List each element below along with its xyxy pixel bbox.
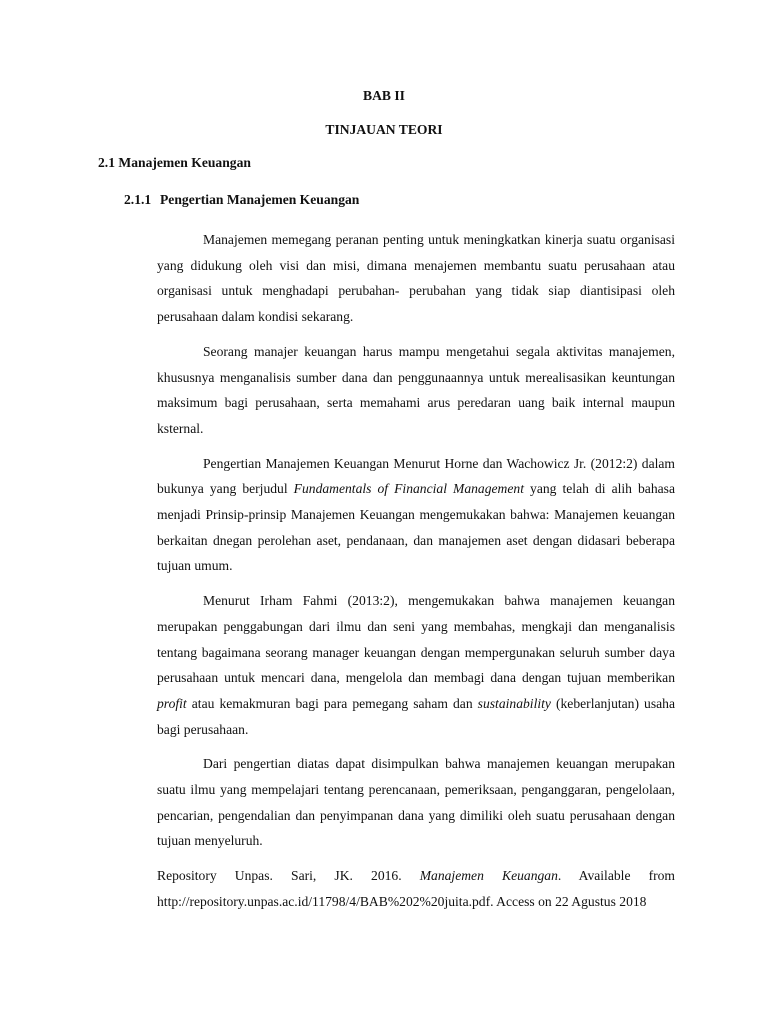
reference-citation <box>157 863 675 914</box>
subsection-heading <box>124 192 359 208</box>
chapter-number: BAB II <box>363 88 405 103</box>
profit-italic: profit <box>157 695 187 711</box>
chapter-title: TINJAUAN TEORI <box>325 122 443 137</box>
paragraph-4-text-a: Menurut Irham Fahmi (2013:2), mengemukakan bahwa manajemen keuangan merupakan penggabungan dari ilmu dan seni yang membahas, mengkaji dan menganalisis tentang bagaimana seorang manager keuangan dengan mempergunakan seluruh sumber daya perusahaan untuk mencari dana, mengelola dan membagi dana dengan tujuan memberikan <box>157 593 675 686</box>
reference-text-a: Repository Unpas. Sari, JK. 2016. <box>157 868 420 884</box>
paragraph-3-text-a: Pengertian Manajemen Keuangan Menurut Horne dan Wachowicz Jr. (2012:2) dalam bukunya yang berjudul <box>157 455 675 497</box>
paragraph-4-text-c: (keberlanjutan) usaha bagi perusahaan. <box>157 695 675 737</box>
paragraph-1: Manajemen memegang peranan penting untuk meningkatkan kinerja suatu organisasi yang didukung oleh visi dan misi, dimana menajemen membantu suatu perusahaan atau organisasi untuk menghadapi perubahan- perubahan yang tidak siap diantisipasi oleh perusahaan dalam kondisi sekarang. <box>157 232 675 325</box>
reference-title-italic: Manajemen Keuangan <box>419 868 558 884</box>
paragraph-3-text-b: yang telah di alih bahasa menjadi Prinsip-prinsip Manajemen Keuangan mengemukakan bahwa: Manajemen keuangan berkaitan dnegan perolehan aset, pendanaan, dan manajemen aset dengan didasari beberapa tujuan umum. <box>157 481 675 574</box>
sustainability-italic: sustainability <box>477 695 551 711</box>
paragraph-5: Dari pengertian diatas dapat disimpulkan bahwa manajemen keuangan merupakan suatu ilmu yang mempelajari tentang perencanaan, pemeriksaan, penganggaran, pengelolaan, pencarian, pengendalian dan penyimpanan dana yang dimiliki oleh suatu perusahaan dengan tujuan menyeluruh. <box>157 756 675 849</box>
reference-text-b: . Available from http://repository.unpas.ac.id/11798/4/BAB%202%20juita.pdf. Access on 22 Agustus 2018 <box>157 868 676 909</box>
body-text <box>157 227 675 924</box>
subsection-title: Pengertian Manajemen Keuangan <box>160 192 360 207</box>
book-title-italic: Fundamentals of Financial Management <box>293 481 524 497</box>
paragraph-2: Seorang manajer keuangan harus mampu mengetahui segala aktivitas manajemen, khususnya menganalisis sumber dana dan penggunaannya untuk merealisasikan keuntungan maksimum bagi perusahaan, serta memahami arus peredaran uang baik internal maupun ksternal. <box>157 343 675 436</box>
paragraph-4-text-b: atau kemakmuran bagi para pemegang saham dan <box>186 695 478 711</box>
paragraph-4 <box>157 588 675 742</box>
subsection-number: 2.1.1 <box>124 192 152 207</box>
paragraph-3 <box>157 451 675 580</box>
section-heading: 2.1 Manajemen Keuangan <box>98 155 251 170</box>
